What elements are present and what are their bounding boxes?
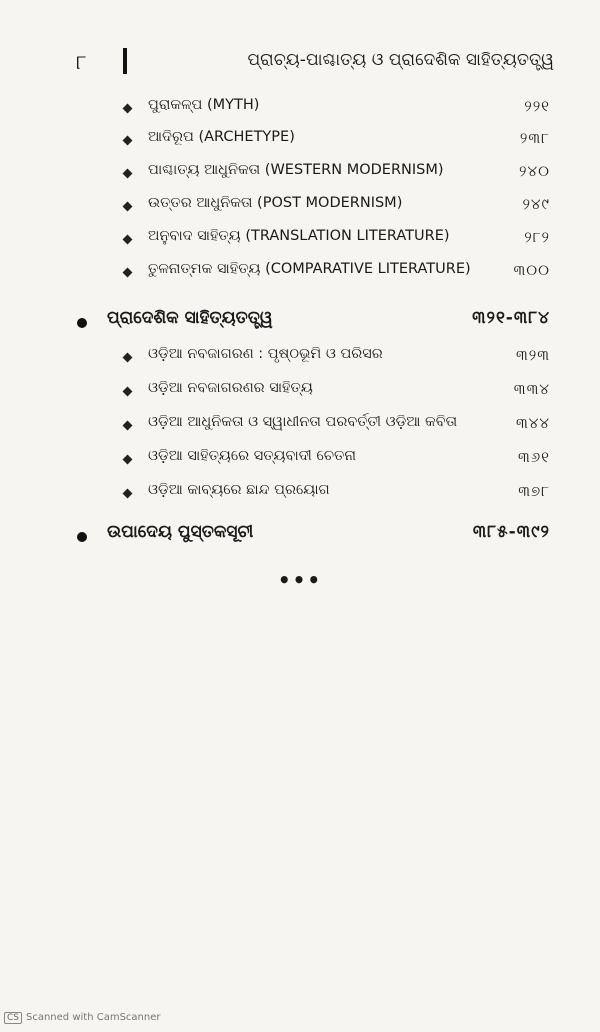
toc-entry-label: ଓଡ଼ିଆ ନବଜାଗରଣର ସାହିତ୍ୟ xyxy=(148,380,313,396)
diamond-bullet-icon xyxy=(123,353,133,363)
toc-entry-page: ୨୩୮ xyxy=(519,129,550,147)
diamond-bullet-icon xyxy=(123,489,133,499)
toc-entry-label: ଓଡ଼ିଆ ସାହିତ୍ୟରେ ସତ୍ୟବାଦୀ ଚେତନା xyxy=(148,448,357,464)
toc-entry-label: ଆଦିରୂପ (ARCHETYPE) xyxy=(148,129,295,145)
toc-section[interactable] xyxy=(0,306,600,338)
toc-entry-page: ୨୨୧ xyxy=(524,97,550,115)
camscanner-icon: CS xyxy=(4,1012,22,1024)
diamond-bullet-icon xyxy=(123,169,133,179)
section-bullet-icon xyxy=(77,318,87,328)
toc-entry[interactable] xyxy=(0,343,600,375)
toc-entry[interactable] xyxy=(0,479,600,511)
end-ornament: ••• xyxy=(277,568,323,592)
scanner-note: Scanned with CamScanner xyxy=(26,1012,161,1023)
diamond-bullet-icon xyxy=(123,136,133,146)
toc-entry-page: ୨୮୨ xyxy=(524,228,550,246)
header-divider xyxy=(123,48,127,74)
toc-entry[interactable] xyxy=(0,258,600,290)
toc-section[interactable] xyxy=(0,520,600,552)
toc-entry-label: ଓଡ଼ିଆ ଆଧୁନିକତା ଓ ସ୍ୱାଧୀନତା ପରବର୍ତ୍ତୀ ଓଡ଼ିଆ କବିତା xyxy=(148,414,458,430)
toc-entry[interactable] xyxy=(0,192,600,224)
toc-entry-label: ତୁଳନାତ୍ମକ ସାହିତ୍ୟ (COMPARATIVE LITERATURE) xyxy=(148,261,471,277)
diamond-bullet-icon xyxy=(123,268,133,278)
toc-section-label: ପ୍ରାଦେଶିକ ସାହିତ୍ୟତତ୍ତ୍ୱ xyxy=(107,308,273,328)
toc-entry-page: ୨୪୯ xyxy=(522,195,550,213)
toc-entry[interactable] xyxy=(0,126,600,158)
diamond-bullet-icon xyxy=(123,387,133,397)
diamond-bullet-icon xyxy=(123,421,133,431)
toc-entry-label: ଅନୁବାଦ ସାହିତ୍ୟ (TRANSLATION LITERATURE) xyxy=(148,228,450,244)
toc-entry-page: ୩୭୮ xyxy=(518,482,550,500)
toc-entry-label: ଉତ୍ତର ଆଧୁନିକତା (POST MODERNISM) xyxy=(148,195,403,211)
running-title: ପ୍ରାଚ୍ୟ-ପାଶ୍ଚାତ୍ୟ ଓ ପ୍ରାଦେଶିକ ସାହିତ୍ୟତତ୍ତ୍ୱ xyxy=(247,50,554,70)
toc-section-page: ୩୨୧-୩୮୪ xyxy=(472,308,550,328)
toc-entry-page: ୩୦୦ xyxy=(513,261,550,279)
toc-entry-page: ୩୩୪ xyxy=(513,380,550,398)
toc-entry-page: ୨୪୦ xyxy=(519,162,550,180)
toc-section-label: ଉପାଦେୟ ପୁସ୍ତକସୂଚୀ xyxy=(107,522,254,542)
toc-entry-label: ଓଡ଼ିଆ ନବଜାଗରଣ : ପୃଷ୍ଠଭୂମି ଓ ପରିସର xyxy=(148,346,383,362)
page-number: ୮ xyxy=(76,50,87,74)
toc-entry[interactable] xyxy=(0,411,600,443)
diamond-bullet-icon xyxy=(123,235,133,245)
toc-entry[interactable] xyxy=(0,445,600,477)
page-header xyxy=(0,40,600,84)
toc-entry[interactable] xyxy=(0,225,600,257)
toc-entry[interactable] xyxy=(0,159,600,191)
toc-entry[interactable] xyxy=(0,94,600,126)
toc-entry-page: ୩୨୩ xyxy=(515,346,550,364)
diamond-bullet-icon xyxy=(123,104,133,114)
toc-entry-label: ଓଡ଼ିଆ କାବ୍ୟରେ ଛାନ୍ଦ ପ୍ରୟୋଗ xyxy=(148,482,330,498)
toc-entry-page: ୩୪୪ xyxy=(515,414,550,432)
diamond-bullet-icon xyxy=(123,455,133,465)
scanner-watermark xyxy=(4,1012,161,1024)
toc-entry-label: ପାଶ୍ଚାତ୍ୟ ଆଧୁନିକତା (WESTERN MODERNISM) xyxy=(148,162,444,178)
toc-entry-label: ପୁରାକଳ୍ପ (MYTH) xyxy=(148,97,260,113)
toc-entry[interactable] xyxy=(0,377,600,409)
diamond-bullet-icon xyxy=(123,202,133,212)
toc-entry-page: ୩୬୧ xyxy=(517,448,550,466)
section-bullet-icon xyxy=(77,532,87,542)
toc-section-page: ୩୮୫-୩୯୨ xyxy=(472,522,550,542)
